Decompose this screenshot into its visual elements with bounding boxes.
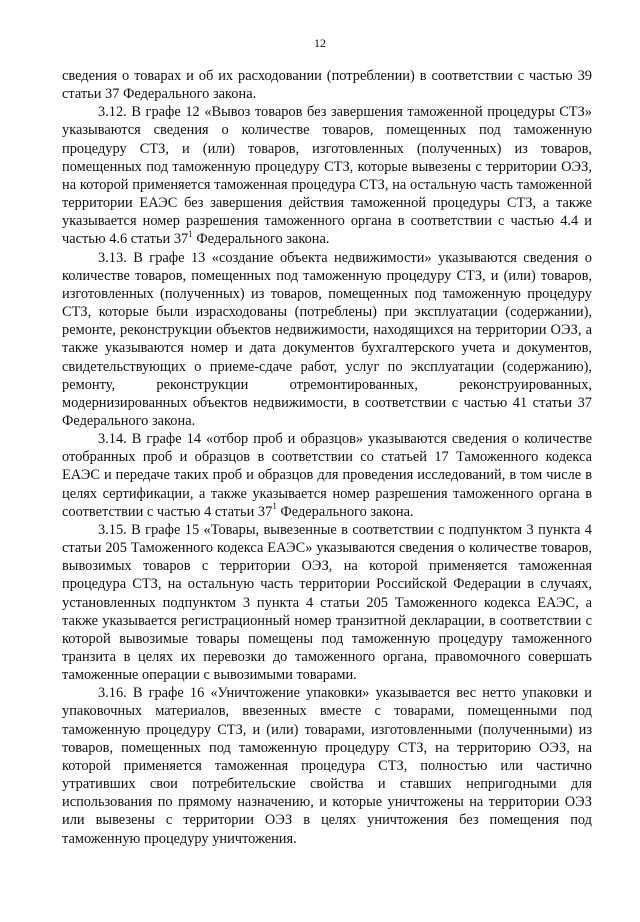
page-number: 12 — [314, 36, 326, 50]
paragraph-3-14-tail: Федерального закона. — [276, 503, 414, 520]
paragraph-3-12-tail: Федерального закона. — [192, 231, 330, 248]
paragraph-3-15: 3.15. В графе 15 «Товары, вывезенные в соответствии с подпунктом 3 пункта 4 статьи 205 Таможенного кодекса ЕАЭС» указываются сведения о количестве товаров, вывозимых товаров с территории ОЭЗ, на которой применяется таможенная процедура СТЗ, на остальную часть территории Российской Федерации в случаях, установленных подпунктом 3 пункта 4 статьи 205 Таможенного кодекса ЕАЭС, а также указывается регистрационный номер транзитной декларации, в соответствии с которой вывозимые товары помещены под таможенную процедуру таможенного транзита в целях их перевозки до таможенного органа, правомочного совершать таможенные операции с вывозимыми товарами. — [62, 521, 592, 684]
paragraph-3-12-text: 3.12. В графе 12 «Вывоз товаров без завершения таможенной процедуры СТЗ» указываются сведения о количестве товаров, помещенных под таможенную процедуру СТЗ, и (или) товаров, изготовленных (полученных) из товаров, помещенных под таможенную процедуру СТЗ, которые вывезены с территории ОЭЗ, на которой применяется таможенная процедура СТЗ, на остальную часть таможенной территории ЕАЭС без завершения действия таможенной процедуры СТЗ, а также указывается номер разрешения таможенного органа в соответствии с частью 4.4 и частью 4.6 статьи 37 — [62, 104, 592, 248]
superscript-marker: 1 — [188, 228, 193, 239]
paragraph-continuation: сведения о товарах и об их расходовании (потреблении) в соответствии с частью 39 статьи 37 Федерального закона. — [62, 68, 592, 103]
superscript-marker: 1 — [272, 500, 277, 511]
paragraph-3-16: 3.16. В графе 16 «Уничтожение упаковки» указывается вес нетто упаковки и упаковочных материалов, ввезенных вместе с товарами, помещенными под таможенную процедуру СТЗ, и (или) товарами, изготовленными (полученными) из товаров, помещенных под таможенную процедуру СТЗ, на территорию ОЭЗ, на которой применяется таможенная процедура СТЗ, полностью или частично утративших свои потребительские свойства и ставших непригодными для использования по прямому назначению, и которые уничтожены на территории ОЭЗ или вывезены с территории ОЭЗ в целях уничтожения без помещения под таможенную процедуру уничтожения. — [62, 685, 592, 847]
paragraph-3-12 — [62, 103, 592, 248]
paragraph-3-14-text: 3.14. В графе 14 «отбор проб и образцов» указываются сведения о количестве отобранных проб и образцов в соответствии со статьей 17 Таможенного кодекса ЕАЭС и передаче таких проб и образцов для проведения исследований, в том числе в целях сертификации, а также указывается номер разрешения таможенного органа в соответствии с частью 4 статьи 37 — [62, 431, 592, 520]
paragraph-3-13: 3.13. В графе 13 «создание объекта недвижимости» указываются сведения о количестве товаров, помещенных под таможенную процедуру СТЗ, и (или) товаров, изготовленных (полученных) из товаров, помещенных под таможенную процедуру СТЗ, которые были израсходованы (потреблены) при эксплуатации (содержании), ремонте, реконструкции объектов недвижимости, находящихся на территории ОЭЗ, а также указываются номер и дата документов бухгалтерского учета и документов, свидетельствующих о приеме-сдаче работ, услуг по эксплуатации (содержанию), ремонту, реконструкции отремонтированных, реконструированных, модернизированных объектов недвижимости, в соответствии с частью 41 статьи 37 Федерального закона. — [62, 249, 592, 429]
paragraph-3-14 — [62, 430, 592, 521]
document-body — [62, 67, 592, 848]
